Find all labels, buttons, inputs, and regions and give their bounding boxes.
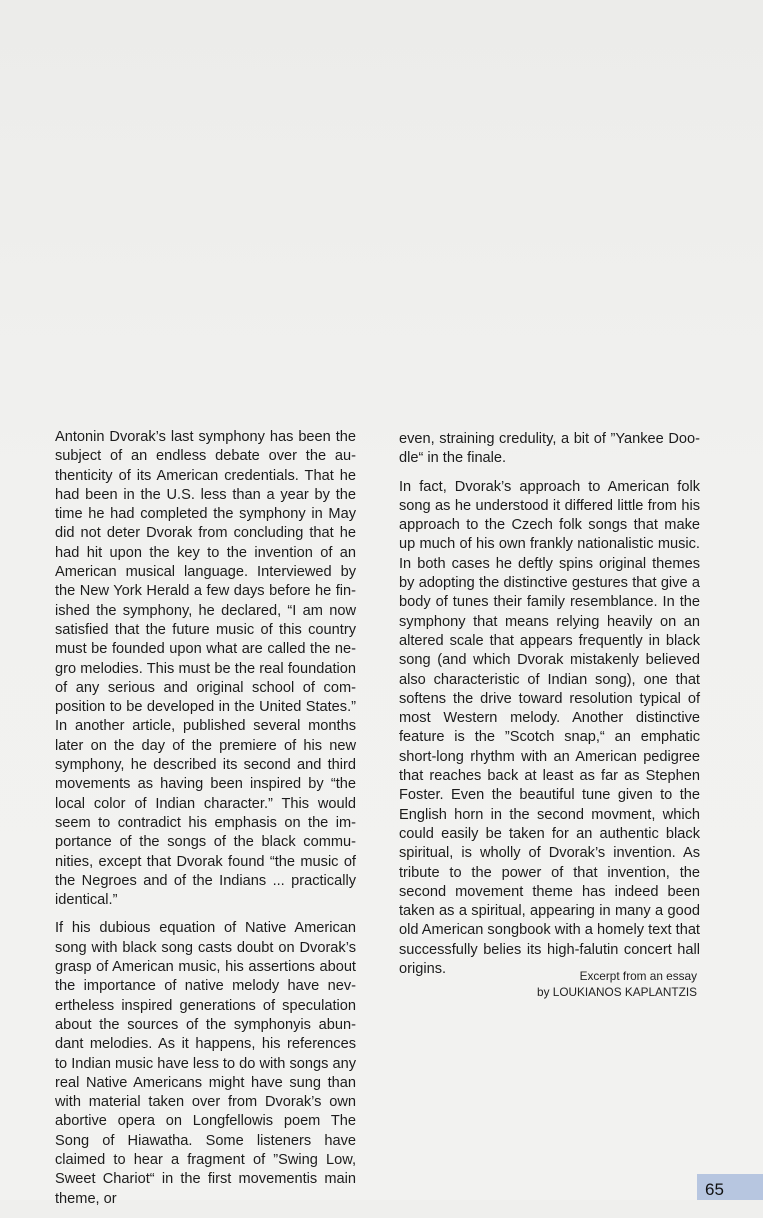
- page-number: 65: [705, 1180, 724, 1199]
- credit-author: by LOUKIANOS KAPLANTZIS: [537, 985, 697, 999]
- article-paragraph: even, straining credulity, a bit of ”Yankee Doodle“ in the finale.: [399, 431, 700, 467]
- article-column-right: [399, 430, 700, 988]
- essay-credit: [470, 968, 697, 1000]
- article-column-left: [55, 428, 356, 1218]
- article-paragraph: In fact, Dvorak’s approach to American folk song as he understood it differed little from his approach to the Czech folk songs that make up much of his own frankly nationalistic music. In both cases he deftly spins original themes by adopting the distinctive gestures that give a body of tunes their family resemblance. In the symphony that means relying heavily on an altered scale that appears frequently in black song (and which Dvorak mistakenly believed also characteristic of Indian song), one that softens the drive toward resolution typical of most Western melody. Another distinctive feature is the ”Scotch snap,“ an emphatic short-long rhythm with an American pedigree that reaches back at least as far as Stephen Foster. Even the beautiful tune given to the English horn in the second movment, which could easily be taken for an authentic black spiritual, is wholly of Dvorak’s invention. As tribute to the power of that invention, the second movement theme has indeed been taken as a spiritual, appearing in many a good old American songbook with a homely text that successfully belies its high-falutin concert hall origins.: [399, 478, 700, 978]
- credit-source: Excerpt from an essay: [579, 969, 697, 983]
- article-paragraph: Antonin Dvorak’s last symphony has been the subject of an endless debate over the authenticity of its American credentials. That he had been in the U.S. less than a year by the time he had completed the symphony in May did not deter Dvorak from concluding that he had hit upon the key to the invention of an American musical language. Interviewed by the New York Herald a few days before he finished the symphony, he declared, “I am now satisfied that the future music of this country must be founded upon what are called the negro melodies. This must be the real foundation of any serious and original school of composition to be developed in the United States.” In another article, published several months later on the day of the premiere of his new symphony, he described its second and third movements as having been inspired by “the local color of Indian character.” This would seem to contradict his emphasis on the importance of the songs of the black communities, except that Dvorak found “the music of the Negroes and of the Indians ... practically identical.”: [55, 429, 356, 909]
- article-paragraph: If his dubious equation of Native American song with black song casts doubt on Dvorak’s grasp of American music, his assertions about the importance of native melody have nevertheless inspired generations of speculation about the sources of the symphonyis abundant melodies. As it happens, his references to Indian music have less to do with songs any real Native Americans might have sung than with material taken over from Dvorak’s own abortive opera on Longfellowis poem The Song of Hiawatha. Some listeners have claimed to hear a fragment of ”Swing Low, Sweet Chariot“ in the first movementis main theme, or: [55, 920, 356, 1207]
